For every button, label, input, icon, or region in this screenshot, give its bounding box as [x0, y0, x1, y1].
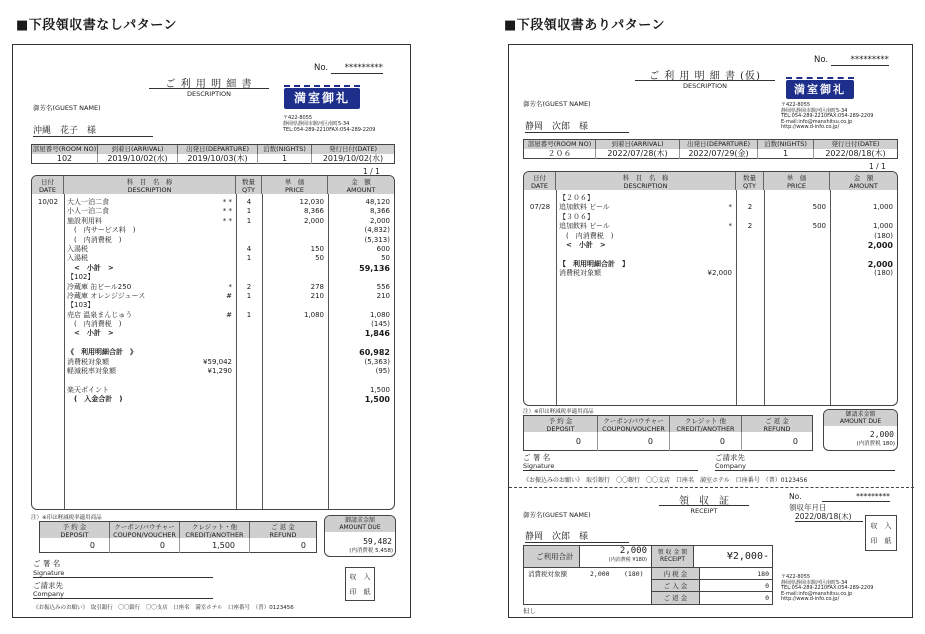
cell-date: [32, 320, 64, 329]
cell-qty: [236, 367, 262, 376]
table-row: [32, 301, 394, 310]
cell-desc: ( 内消費税 ): [559, 231, 614, 240]
cell-amount: 1,500: [364, 395, 390, 405]
doc-subtitle: DESCRIPTION: [187, 90, 231, 98]
cell-price: 12,030: [299, 198, 324, 206]
table-row: [32, 395, 394, 404]
table-row: [524, 213, 897, 222]
stay-info-table: 部屋番号(ROOM NO) 到着日(ARRIVAL) 出発日(DEPARTURE) 泊数(NIGHTS) 発行日付(DATE) ２０６ 2022/07/28(木) 2022/07/29(金) 1 2022/08/18(木): [523, 139, 898, 159]
cell-desc: < 小計 >: [67, 329, 114, 338]
cell-amount: [328, 376, 394, 385]
cell-desc: [64, 376, 182, 385]
guest-name: 静岡 次郎 様: [525, 119, 629, 133]
company-label: ご請求先: [715, 453, 745, 462]
cell-price: 500: [812, 203, 826, 212]
cell-qty: [236, 348, 262, 357]
cell-date: 10/02: [37, 198, 59, 206]
cell-qty: [736, 213, 764, 222]
cell-qty: [236, 273, 262, 282]
cell-price: 278: [310, 282, 324, 291]
page-indicator: 1 / 1: [869, 162, 886, 171]
doc-title: ご 利 用 明 細 書: [165, 79, 253, 90]
cell-price: [262, 339, 328, 348]
cell-date: [32, 217, 64, 226]
cell-amount: 1,080: [369, 310, 390, 319]
stay-info-table: 部屋番号(ROOM NO) 到着日(ARRIVAL) 出発日(DEPARTURE) 泊数(NIGHTS) 発行日付(DATE) 102 2019/10/02(水) 2019/10/03(木) 1 2019/10/02(水): [31, 144, 395, 164]
receipt-title-underline: [659, 505, 749, 506]
cell-desc: [64, 339, 182, 348]
table-row: [524, 269, 897, 278]
cell-date: [32, 207, 64, 216]
cell-date: [32, 395, 64, 404]
cell-amount: 60,982: [359, 348, 390, 358]
receipt-guest-name: 静岡 次郎 様: [525, 529, 629, 543]
cell-qty: 2: [747, 203, 753, 212]
cell-desc: 【３０６】: [559, 212, 594, 221]
cell-mark: #: [226, 291, 232, 300]
table-row: [524, 194, 897, 203]
cell-price: 1,080: [303, 310, 324, 319]
items-list: [32, 194, 394, 405]
hotel-logo: 満室御礼: [786, 77, 854, 101]
cell-date: [32, 236, 64, 245]
cell-amount: 8,366: [369, 207, 390, 216]
cell-amount: (95): [375, 367, 390, 376]
cell-date: [32, 329, 64, 338]
cell-qty: [236, 358, 262, 367]
cell-amount: [830, 250, 897, 259]
cell-amount: 556: [376, 282, 390, 291]
cell-price: [764, 260, 830, 269]
table-row: [524, 203, 897, 212]
cell-amount: 2,000: [369, 216, 390, 225]
cell-qty: [736, 260, 764, 269]
table-row: [32, 226, 394, 235]
receipt-title: 領 収 証: [679, 496, 729, 507]
signature-label: ご 署 名: [33, 559, 61, 568]
table-row: [32, 358, 394, 367]
receipt-divider: [509, 487, 914, 488]
cell-mark: *: [228, 282, 232, 291]
guest-name: 沖縄 花子 様: [33, 123, 153, 137]
cell-date: [32, 358, 64, 367]
cell-mark: [182, 376, 236, 385]
cell-qty: [736, 269, 764, 278]
table-row: [32, 320, 394, 329]
cell-amount: (5,363): [364, 357, 390, 366]
signature-line: Signature: [523, 462, 698, 471]
items-table: 日付 DATE 科 目 名 称 DESCRIPTION 数量 QTY 単 価 PRICE 金 額 AMOUNT 【２０６】 07/28 追加飲料 ビール * 2 500 1,000 【３０６】 追加飲料 ビール * 2 500 1,000 ( 内消費税 ) (180) < 小計 > 2,000 【 利用明細合計 】 2,000 消費税対象額 ¥2,000 (180): [523, 171, 898, 406]
cell-mark: [676, 260, 736, 269]
cell-qty: [236, 236, 262, 245]
cell-amount: 1,000: [872, 222, 893, 231]
cell-mark: *: [728, 222, 732, 231]
title-underline: [635, 80, 775, 81]
table-row: [524, 241, 897, 250]
invoice-number: No. *********: [314, 63, 383, 73]
cell-mark: [182, 264, 236, 273]
cell-date: [32, 245, 64, 254]
receipt-subtitle: RECEIPT: [690, 507, 718, 515]
table-row: [32, 198, 394, 207]
cell-price: [262, 226, 328, 235]
cell-price: [764, 194, 830, 203]
receipt-number: No. *********: [789, 492, 890, 501]
cell-price: [262, 395, 328, 404]
cell-date: [32, 339, 64, 348]
amount-due-box: 御請求金額 AMOUNT DUE 59,482 (内消費税 5,458): [324, 515, 396, 557]
cell-price: [262, 301, 328, 310]
cell-amount: 1,846: [364, 329, 390, 339]
company-line: Company: [33, 590, 213, 599]
table-row: [32, 367, 394, 376]
cell-date: 07/28: [529, 203, 551, 212]
receipt-guest-label: 御芳名(GUEST NAME): [523, 511, 591, 519]
section-title-right: ■下段領収書ありパターン: [504, 18, 666, 33]
cell-price: [764, 269, 830, 278]
cell-qty: [236, 320, 262, 329]
cell-mark: * *: [222, 216, 232, 225]
revenue-stamp-box: 収 入 印 紙: [345, 567, 375, 601]
cell-mark: [676, 241, 736, 250]
cell-desc: 【103】: [67, 301, 95, 310]
cell-mark: [182, 236, 236, 245]
cell-mark: [676, 250, 736, 259]
signature-label: ご 署 名: [523, 453, 551, 462]
cell-amount: 59,136: [359, 263, 390, 273]
cell-mark: [182, 301, 236, 310]
cell-desc: < 小計 >: [559, 240, 606, 249]
cell-amount: 600: [376, 244, 390, 253]
cell-date: [524, 232, 556, 241]
revenue-stamp-box: 収 入 印 紙: [865, 515, 897, 551]
items-list: [524, 190, 897, 279]
cell-price: [262, 358, 328, 367]
hotel-logo: 満室御礼: [284, 85, 360, 111]
invoice-number: No. *********: [814, 55, 889, 65]
cell-desc: 《 利用明細合計 》: [67, 348, 137, 357]
receipt-hotel-address: 〒422-8055 静岡県静岡市駿河区南町5-34 TEL:054-289-2210FAX:054-289-2209 E-mail:info@manshitsu.co.jp http://www.d-info.co.jp/: [781, 574, 874, 602]
table-row: [32, 339, 394, 348]
table-row: [524, 222, 897, 231]
cell-qty: [236, 386, 262, 395]
cell-date: [32, 386, 64, 395]
cell-date: [524, 213, 556, 222]
cell-amount: (5,313): [364, 235, 390, 244]
cell-amount: 1,500: [369, 385, 390, 394]
table-row: [32, 283, 394, 292]
hotel-address: 〒422-8055 静岡県静岡市駿河区南町5-34 TEL:054-289-2210FAX:054-289-2209: [283, 115, 376, 133]
cell-price: [262, 320, 328, 329]
cell-amount: 50: [381, 254, 390, 263]
table-row: [32, 273, 394, 282]
amount-due-value: 59,482: [363, 537, 392, 546]
receipt-note: 但し: [523, 607, 536, 615]
cell-desc: < 小計 >: [67, 263, 114, 272]
cell-mark: [182, 348, 236, 357]
cell-date: [32, 376, 64, 385]
cell-desc: 楽天ポイント: [67, 385, 109, 394]
cell-qty: [736, 194, 764, 203]
cell-date: [32, 311, 64, 320]
table-row: [32, 329, 394, 338]
cell-mark: * *: [222, 198, 232, 206]
receipt-table: ご利用合計 2,000 (内消費税 ¥180) 領 収 金 額 RECEIPT ¥2,000- 消費税対象額 2,000 (180) 内 税 金 180 ご 入 金 0 ご 返 金 0: [523, 545, 773, 605]
doc-subtitle: DESCRIPTION: [683, 82, 727, 90]
cell-qty: [236, 264, 262, 273]
table-row: [32, 254, 394, 263]
amount-due-box: 御請求金額 AMOUNT DUE 2,000 (内消費税 180): [823, 409, 898, 451]
cell-desc: ( 入金合計 ): [67, 395, 123, 404]
table-row: [32, 348, 394, 357]
amount-due-value: 2,000: [869, 430, 894, 439]
cell-desc: 消費税対象額: [67, 357, 109, 366]
hotel-address: 〒422-8055 静岡県静岡市駿河区南町5-34 TEL:054-289-2210FAX:054-289-2209 E-mail:info@manshitsu.co.jp http://www.d-info.co.jp/: [781, 102, 874, 130]
cell-date: [524, 222, 556, 231]
cell-desc: 入湯税: [67, 244, 88, 253]
invoice-sheet-left: [12, 44, 411, 618]
cell-mark: [182, 254, 236, 263]
company-line: Company: [715, 462, 895, 471]
cell-price: [262, 348, 328, 357]
cell-amount: 210: [376, 291, 390, 300]
cell-date: [524, 194, 556, 203]
cell-amount: (145): [371, 320, 390, 329]
title-underline: [149, 88, 269, 89]
doc-title: ご 利 用 明 細 書 (仮): [649, 71, 761, 82]
cell-desc: 追加飲料 ビール: [559, 222, 610, 231]
cell-qty: [236, 339, 262, 348]
cell-amount: 2,000: [867, 259, 893, 269]
cell-desc: 小人一泊二食: [67, 207, 109, 216]
cell-desc: 冷蔵庫 オレンジジュース: [67, 291, 146, 300]
cell-desc: 売店 温泉まんじゅう: [67, 310, 133, 319]
company-label: ご請求先: [33, 581, 63, 590]
cell-qty: 1: [246, 207, 252, 216]
cell-mark: [182, 226, 236, 235]
cell-price: 150: [310, 244, 324, 253]
cell-date: [32, 264, 64, 273]
cell-price: 210: [310, 291, 324, 300]
cell-amount: [328, 301, 394, 310]
cell-desc: 追加飲料 ビール: [559, 203, 610, 212]
cell-date: [32, 273, 64, 282]
cell-qty: [236, 329, 262, 338]
cell-price: 8,366: [303, 207, 324, 216]
cell-qty: [236, 376, 262, 385]
cell-qty: 1: [246, 254, 252, 263]
cell-price: [764, 241, 830, 250]
cell-qty: [736, 250, 764, 259]
cell-amount: [328, 273, 394, 282]
cell-price: [262, 236, 328, 245]
cell-qty: [236, 301, 262, 310]
cell-mark: [676, 232, 736, 241]
cell-amount: 48,120: [365, 198, 390, 206]
cell-price: [262, 264, 328, 273]
cell-mark: [182, 395, 236, 404]
bank-info: 《お振込みのお願い》 取引銀行 〇〇銀行 〇〇支店 口座名 満室ホテル 口座番号 （普）0123456: [523, 477, 808, 484]
table-row: [32, 311, 394, 320]
table-row: [524, 250, 897, 259]
cell-price: [764, 232, 830, 241]
cell-qty: 1: [246, 216, 252, 225]
bank-info: 《お振込みのお願い》 取引銀行 〇〇銀行 〇〇支店 口座名 満室ホテル 口座番号 （普）0123456: [33, 605, 294, 611]
cell-mark: ¥59,042: [203, 357, 232, 366]
cell-amount: (4,832): [364, 226, 390, 235]
section-title-left: ■下段領収書なしパターン: [16, 18, 178, 33]
cell-desc: 軽減税率対象額: [67, 367, 116, 376]
table-row: [32, 236, 394, 245]
page-indicator: 1 / 1: [363, 167, 380, 176]
cell-desc: 【２０６】: [559, 194, 594, 202]
table-row: [32, 376, 394, 385]
table-row: [32, 207, 394, 216]
table-row: [32, 386, 394, 395]
payment-table: 予 約 金 DEPOSIT クーポン/バウチャー COUPON/VOUCHER クレジット・他 CREDIT/ANOTHER ご 返 金 REFUND 0 0 1,500 0: [39, 521, 317, 553]
cell-mark: * *: [222, 207, 232, 216]
cell-price: 50: [315, 254, 324, 263]
cell-date: [524, 241, 556, 250]
invoice-sheet-right: [508, 44, 913, 618]
cell-price: [262, 273, 328, 282]
cell-qty: [736, 241, 764, 250]
cell-qty: 1: [246, 310, 252, 319]
cell-date: [32, 348, 64, 357]
guest-label: 御芳名(GUEST NAME): [33, 104, 101, 112]
cell-date: [32, 254, 64, 263]
receipt-amount: ¥2,000-: [726, 551, 769, 562]
cell-amount: [830, 213, 897, 222]
cell-mark: [182, 339, 236, 348]
cell-desc: 【102】: [67, 273, 95, 282]
table-row: [32, 292, 394, 301]
cell-price: 500: [812, 222, 826, 231]
cell-mark: ¥1,290: [207, 367, 232, 376]
receipt-date: 領収年月日 2022/08/18(木): [789, 503, 899, 522]
signature-line: Signature: [33, 569, 213, 578]
table-row: [32, 245, 394, 254]
cell-amount: (180): [874, 231, 893, 240]
cell-desc: 【 利用明細合計 】: [559, 259, 629, 268]
cell-mark: ¥2,000: [707, 269, 732, 278]
reduced-tax-note: 注）※印は軽減税率適用商品: [31, 515, 102, 521]
items-table: 日付 DATE 科 目 名 称 DESCRIPTION 数量 QTY 単 価 PRICE 金 額 AMOUNT 10/02 大人一泊二食 * * 4 12,030 48,120 小人一泊二食 * * 1 8,366 8,366 施設利用料 * * 1 2,000 2,000 ( 内サービス料 ) (4,832) ( 内消費税 ) (5,313) 入湯税 4 150 600 入湯税 1 50 50 < 小計 > 59,136 【102】 冷蔵庫 缶ビール250 * 2 278 556 冷蔵庫 オレンジジュース # 1 210 210 【103】 売店 温泉まんじゅう # 1 1,080 1,080 ( 内消費税 ) (145) < 小計 > 1,846 《 利用明細合計 》 60,982 消費税対象額 ¥59,042 (5,363) 軽減税率対象額 ¥1,290 (95) 楽天ポイント 1,500 ( 入金合計 ) 1,500: [31, 175, 395, 510]
guest-label: 御芳名(GUEST NAME): [523, 100, 591, 108]
cell-date: [524, 250, 556, 259]
cell-date: [32, 301, 64, 310]
cell-mark: [182, 273, 236, 282]
cell-mark: *: [728, 203, 732, 212]
cell-mark: [182, 329, 236, 338]
cell-mark: [676, 213, 736, 222]
cell-mark: [676, 194, 736, 203]
cell-price: [262, 367, 328, 376]
cell-date: [32, 283, 64, 292]
cell-desc: 施設利用料: [67, 216, 102, 225]
cell-desc: [556, 250, 676, 259]
cell-amount: 1,000: [872, 203, 893, 212]
cell-desc: 冷蔵庫 缶ビール250: [67, 282, 132, 291]
cell-price: [262, 386, 328, 395]
cell-qty: 1: [246, 291, 252, 300]
cell-qty: 4: [246, 198, 252, 206]
cell-date: [524, 269, 556, 278]
cell-mark: [182, 245, 236, 254]
cell-amount: (180): [874, 269, 893, 278]
cell-amount: 2,000: [867, 240, 893, 250]
cell-qty: [736, 232, 764, 241]
payment-table: 予 約 金 DEPOSIT クーポン/バウチャー COUPON/VOUCHER クレジット 他 CREDIT/ANOTHER ご 返 金 REFUND 0 0 0 0: [523, 415, 813, 451]
cell-price: [764, 250, 830, 259]
table-row: [524, 260, 897, 269]
cell-desc: ( 内消費税 ): [67, 235, 122, 244]
cell-date: [32, 367, 64, 376]
cell-desc: ( 内消費税 ): [67, 320, 122, 329]
cell-desc: 消費税対象額: [559, 269, 601, 278]
cell-amount: [830, 194, 897, 203]
cell-mark: [182, 386, 236, 395]
table-row: [32, 264, 394, 273]
cell-price: 2,000: [303, 216, 324, 225]
reduced-tax-note: 注）※印は軽減税率適用商品: [523, 409, 594, 415]
cell-qty: [236, 395, 262, 404]
cell-amount: [328, 339, 394, 348]
cell-mark: #: [226, 310, 232, 319]
table-row: [32, 217, 394, 226]
cell-qty: [236, 226, 262, 235]
cell-price: [262, 376, 328, 385]
cell-desc: ( 内サービス料 ): [67, 226, 136, 235]
cell-qty: 2: [246, 282, 252, 291]
cell-desc: 大人一泊二食: [67, 198, 109, 206]
cell-mark: [182, 320, 236, 329]
cell-date: [524, 260, 556, 269]
cell-qty: 2: [747, 222, 753, 231]
cell-price: [262, 329, 328, 338]
table-row: [524, 232, 897, 241]
cell-price: [764, 213, 830, 222]
cell-date: [32, 226, 64, 235]
cell-qty: 4: [246, 244, 252, 253]
cell-desc: 入湯税: [67, 254, 88, 263]
cell-date: [32, 292, 64, 301]
